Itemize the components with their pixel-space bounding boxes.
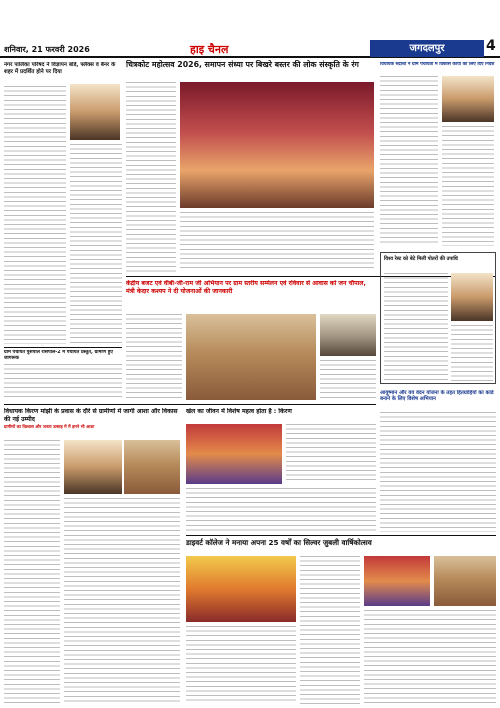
college-stage-photo <box>364 556 430 606</box>
article-subhead: ग्रामीणों का विश्वास और जनता उत्साह में मैं हमने भी आशा <box>4 424 95 430</box>
article-headline: चित्रकोट महोत्सव 2026, समापन संध्या पर बिखरे बस्तर की लोक संस्कृति के रंग <box>126 60 359 69</box>
article-body <box>442 126 494 246</box>
article-body <box>380 412 496 532</box>
article-body <box>186 488 376 532</box>
article-headline: विधायक रुद्रांशी ने ग्राम पंचायतों में विकास कार्यों को लिए दिए निर्देश <box>380 62 495 67</box>
article-mla-directions <box>380 62 496 248</box>
article-ayushman <box>380 390 496 532</box>
article-body <box>126 82 176 272</box>
article-headline: डाइवर्ट कॉलेज ने मनाया अपना 25 वर्षों का सिल्वर जुबली वार्षिकोत्सव <box>186 538 372 547</box>
article-body <box>186 626 296 704</box>
section-title: हाइ चैनल <box>190 43 229 56</box>
article-body <box>4 364 122 400</box>
college-event-photo <box>186 556 296 622</box>
article-headline: खेल का जीवन में विशेष महत्व होता है : किरण <box>186 408 292 415</box>
article-body <box>4 440 60 704</box>
article-municipal <box>4 62 122 344</box>
article-photo <box>70 84 120 140</box>
article-body <box>64 498 180 704</box>
article-body <box>180 212 374 272</box>
article-headline: नगर पालिका परिषद ने विज्ञापन बोर्ड, फ्लैक्स व बैनर के शहर में प्रदर्शित होने पर दिया <box>4 62 116 75</box>
mla-portrait-photo <box>64 440 122 494</box>
meeting-crowd-photo <box>186 314 316 400</box>
article-headline: विधायक किरण मांझी के प्रवास के दौरे से ग्रामीणों में जागी आशा और विकास की नई उम्मीद <box>4 408 178 423</box>
article-chitrakot <box>126 60 376 80</box>
sports-event-photo <box>186 424 282 484</box>
article-body <box>320 360 376 400</box>
article-body <box>364 610 496 704</box>
graduate-photo <box>451 273 493 321</box>
city-banner: जगदलपुर <box>370 40 484 57</box>
masthead <box>0 0 500 58</box>
article-panchayat <box>4 350 122 400</box>
article-body <box>4 86 66 344</box>
divider <box>4 347 122 348</box>
article-body <box>286 424 376 484</box>
festival-stage-photo <box>180 82 374 208</box>
article-body <box>300 556 360 704</box>
article-body <box>451 325 493 381</box>
page-number: 4 <box>486 38 496 54</box>
article-headline: केंद्रीय बजट एवं वीबी-जी-राम जी अभियान पर ग्राम स्तरीय सम्मेलन एवं रविवार से आवास को जन चौपाल, मंत्री केदार कश्यप ने दी योजनाओं की जानकारी <box>126 280 366 295</box>
article-headline: विश्व रेस्ट को बेटे मिलीं पोतरों की उपाधि <box>384 256 458 262</box>
issue-date: शनिवार, 21 फरवरी 2026 <box>4 45 90 54</box>
article-body <box>380 76 438 246</box>
article-body <box>126 314 182 400</box>
divider <box>4 404 376 405</box>
village-crowd-photo <box>124 440 180 494</box>
college-audience-photo <box>434 556 496 606</box>
article-photo <box>442 76 494 122</box>
meeting-photo <box>320 314 376 356</box>
article-budget <box>126 280 376 312</box>
divider <box>186 535 496 536</box>
article-mla-tour <box>4 408 180 438</box>
article-body <box>384 273 448 381</box>
article-headline: आयुष्मान और वय वंदन योजना के तहत हितग्राहियों का कार्ड बनाने के लिए विशेष अभियान <box>380 390 494 403</box>
article-college <box>186 538 496 552</box>
article-body <box>70 144 122 344</box>
article-degree <box>380 252 496 384</box>
article-headline: ग्राम पंचायत पुसपाल रासपाल-2 में पंचायत प्रस्तुत, ग्रामीण हुए जागरूक <box>4 350 113 361</box>
article-sports <box>186 408 376 422</box>
